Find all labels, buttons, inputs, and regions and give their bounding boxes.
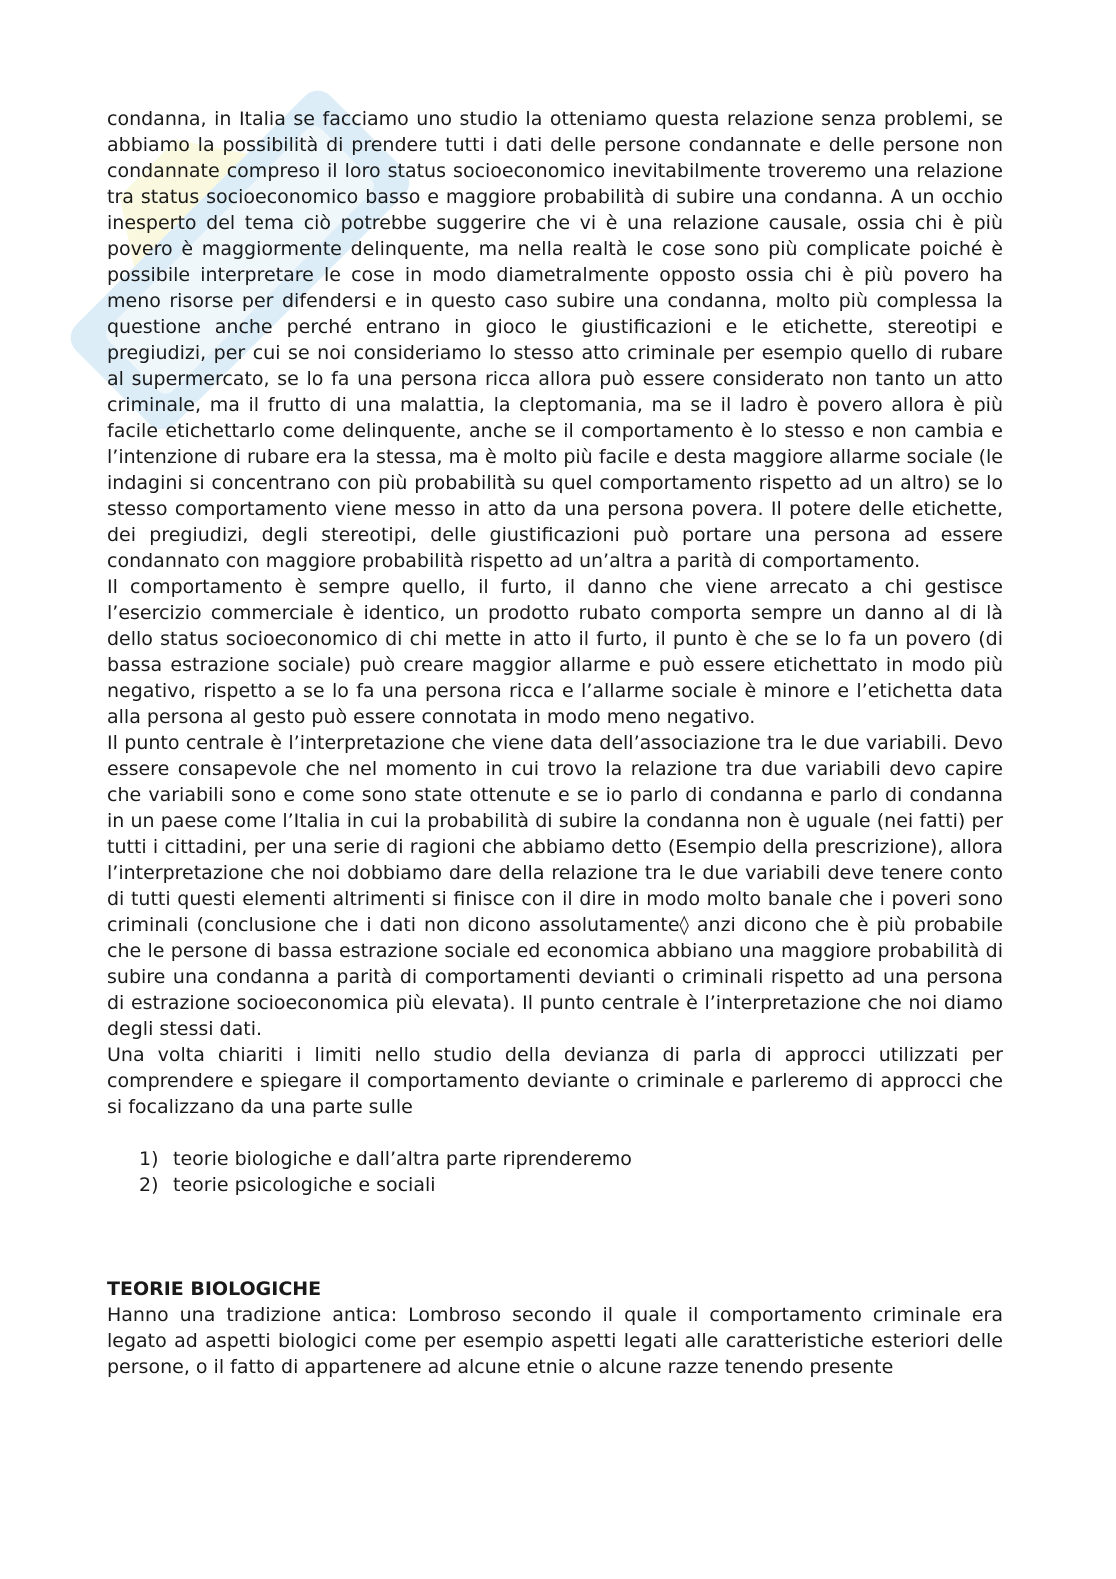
list-item-number: 2) [139, 1174, 159, 1196]
paragraph-1: condanna, in Italia se facciamo uno studio la otteniamo questa relazione senza problemi, se abbiamo la possibilità di prendere tutti i dati delle persone condannate e delle persone non condannate compreso il loro status socioeconomico inevitabilmente troveremo una relazione tra status socioeconomico basso e maggiore probabilità di subire una condanna. A un occhio inesperto del tema ciò potrebbe suggerire che vi è una relazione causale, ossia chi è più povero è maggiormente delinquente, ma nella realtà le cose sono più complicate poiché è possibile interpretare le cose in modo diametralmente opposto ossia chi è più povero ha meno risorse per difendersi e in questo caso subire una condanna, molto più complessa la questione anche perché entrano in gioco le giustificazioni e le etichette, stereotipi e pregiudizi, per cui se noi consideriamo lo stesso atto criminale per esempio quello di rubare al supermercato, se lo fa una persona ricca allora può essere considerato non tanto un atto criminale, ma il frutto di una malattia, la cleptomania, ma se il ladro è povero allora è più facile etichettarlo come delinquente, anche se il comportamento è lo stesso e non cambia e l’intenzione di rubare era la stessa, ma è molto più facile e desta maggiore allarme sociale (le indagini si concentrano con più probabilità su quel comportamento rispetto ad un altro) se lo stesso comportamento viene messo in atto da una persona povera. Il potere delle etichette, dei pregiudizi, degli stereotipi, delle giustificazioni può portare una persona ad essere condannato con maggiore probabilità rispetto ad un’altra a parità di comportamento. [107, 108, 1003, 572]
document-page [107, 106, 1003, 1380]
paragraph-4: Una volta chiariti i limiti nello studio della devianza di parla di approcci utilizzati per comprendere e spiegare il comportamento deviante o criminale e parleremo di approcci che si focalizzano da una parte sulle [107, 1044, 1003, 1118]
section-heading: TEORIE BIOLOGICHE [107, 1278, 322, 1300]
paragraph-2: Il comportamento è sempre quello, il furto, il danno che viene arrecato a chi gestisce l’esercizio commerciale è identico, un prodotto rubato comporta sempre un danno al di là dello status socioeconomico di chi mette in atto il furto, il punto è che se lo fa un povero (di bassa estrazione sociale) può creare maggior allarme e può essere etichettato in modo più negativo, rispetto a se lo fa una persona ricca e l’allarme sociale è minore e l’etichetta data alla persona al gesto può essere connotata in modo meno negativo. [107, 576, 1003, 728]
list-item-text: teorie biologiche e dall’altra parte riprenderemo [173, 1148, 632, 1170]
list-item [139, 1172, 1003, 1198]
paragraph-3: Il punto centrale è l’interpretazione che viene data dell’associazione tra le due variabili. Devo essere consapevole che nel momento in cui trovo la relazione tra due variabili devo capire che variabili sono e come sono state ottenute e se io parlo di condanna e parlo di condanna in un paese come l’Italia in cui la probabilità di subire la condanna non è uguale (nei fatti) per tutti i cittadini, per una serie di ragioni che abbiamo detto (Esempio della prescrizione), allora l’interpretazione che noi dobbiamo dare della relazione tra le due variabili deve tenere conto di tutti questi elementi altrimenti si finisce con il dire in modo molto banale che i poveri sono criminali (conclusione che i dati non dicono assolutamente◊ anzi dicono che è più probabile che le persone di bassa estrazione sociale ed economica abbiano una maggiore probabilità di subire una condanna a parità di comportamenti devianti o criminali rispetto ad una persona di estrazione socioeconomica più elevata). Il punto centrale è l’interpretazione che noi diamo degli stessi dati. [107, 732, 1003, 1040]
list-item-number: 1) [139, 1148, 159, 1170]
list-item [139, 1146, 1003, 1172]
list-item-text: teorie psicologiche e sociali [173, 1174, 436, 1196]
theories-list [107, 1146, 1003, 1198]
section-paragraph: Hanno una tradizione antica: Lombroso secondo il quale il comportamento criminale era legato ad aspetti biologici come per esempio aspetti legati alle caratteristiche esteriori delle persone, o il fatto di appartenere ad alcune etnie o alcune razze tenendo presente [107, 1304, 1003, 1378]
